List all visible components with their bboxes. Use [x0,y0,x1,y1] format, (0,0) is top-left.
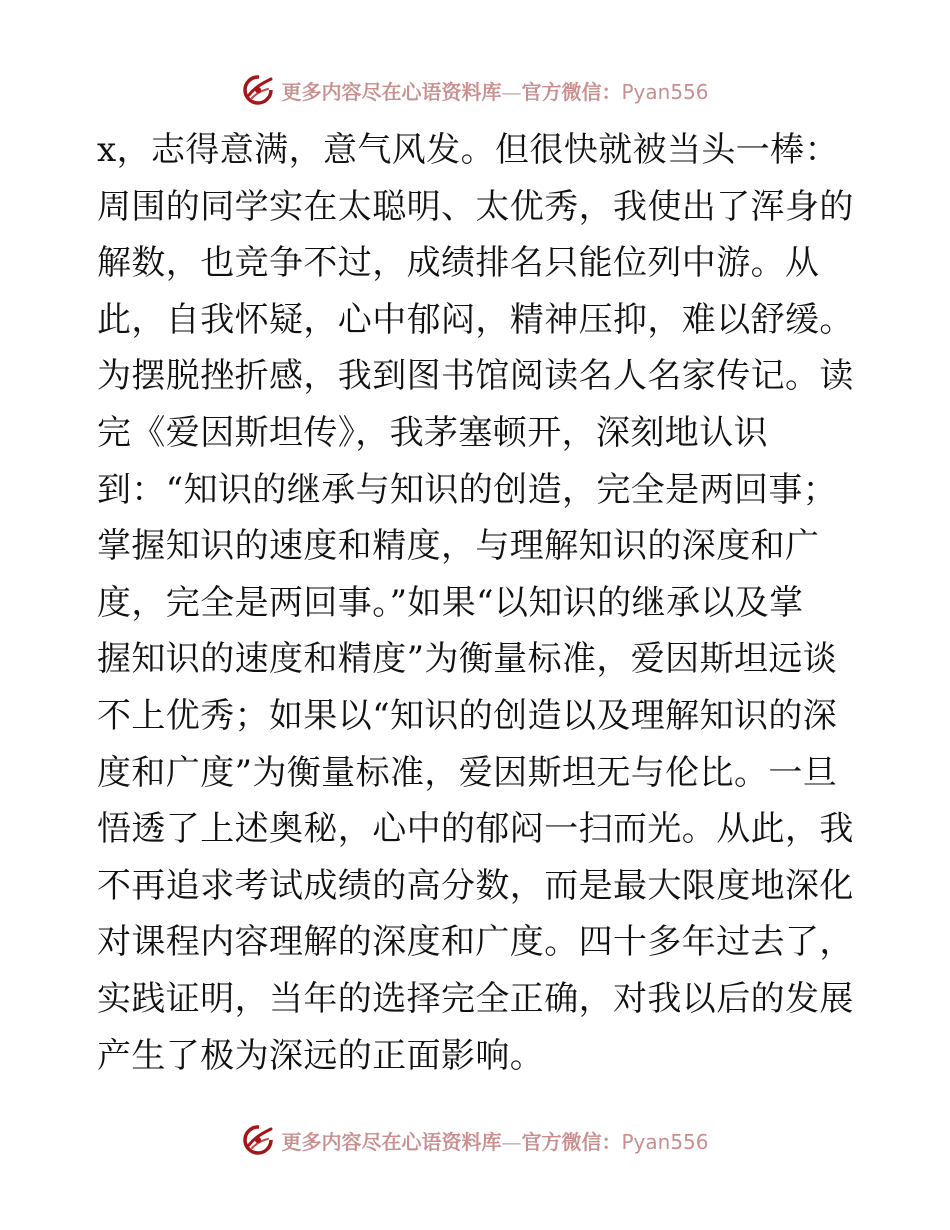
document-body [97,122,853,1084]
body-line: 度和广度”为衡量标准，爱因斯坦无与伦比。一旦 [97,752,838,793]
body-line: 到：“知识的继承与知识的创造，完全是两回事； [97,469,838,510]
body-line: 为摆脱挫折感，我到图书馆阅读名人名家传记。读 [97,356,854,397]
body-line: 完《爱因斯坦传》，我茅塞顿开，深刻地认识 [97,412,768,453]
body-line: 周围的同学实在太聪明、太优秀，我使出了浑身的 [97,186,854,227]
watermark-text [281,1126,708,1155]
body-line: 实践证明，当年的选择完全正确，对我以后的发展 [97,978,854,1019]
body-line: 度，完全是两回事。”如果“以知识的继承以及掌 [97,582,804,623]
body-line: 悟透了上述奥秘，心中的郁闷一扫而光。从此，我 [97,809,854,850]
body-line: 不再追求考试成绩的高分数，而是最大限度地深化 [97,865,854,906]
body-line: 握知识的速度和精度”为衡量标准，爱因斯坦远谈 [97,639,838,680]
watermark-dash: — [501,79,522,104]
body-line: 不上优秀；如果以“知识的创造以及理解知识的深 [97,695,838,736]
body-line: 对课程内容理解的深度和广度。四十多年过去了， [97,922,854,963]
watermark-brand: 更多内容尽在心语资料库 [281,79,502,104]
watermark-dash: — [501,1129,522,1154]
watermark-brand: 更多内容尽在心语资料库 [281,1129,502,1154]
body-line: 产生了极为深远的正面影响。 [97,1035,545,1076]
watermark-label: 官方微信： [521,1129,622,1154]
body-line: 此，自我怀疑，心中郁闷，精神压抑，难以舒缓。 [97,299,854,340]
brand-logo-icon [241,1123,275,1157]
body-line: x，志得意满，意气风发。但很快就被当头一棒： [97,130,839,170]
watermark-wechat-id: Pyan556 [621,79,709,104]
watermark-wechat-id: Pyan556 [621,1129,709,1154]
watermark-text [281,76,708,105]
body-line: 解数，也竞争不过，成绩排名只能位列中游。从 [97,243,820,284]
body-line: 掌握知识的速度和精度，与理解知识的深度和广 [97,526,820,567]
brand-logo-icon [241,73,275,107]
watermark-label: 官方微信： [521,79,622,104]
header-watermark [0,70,950,110]
footer-watermark [0,1120,950,1160]
